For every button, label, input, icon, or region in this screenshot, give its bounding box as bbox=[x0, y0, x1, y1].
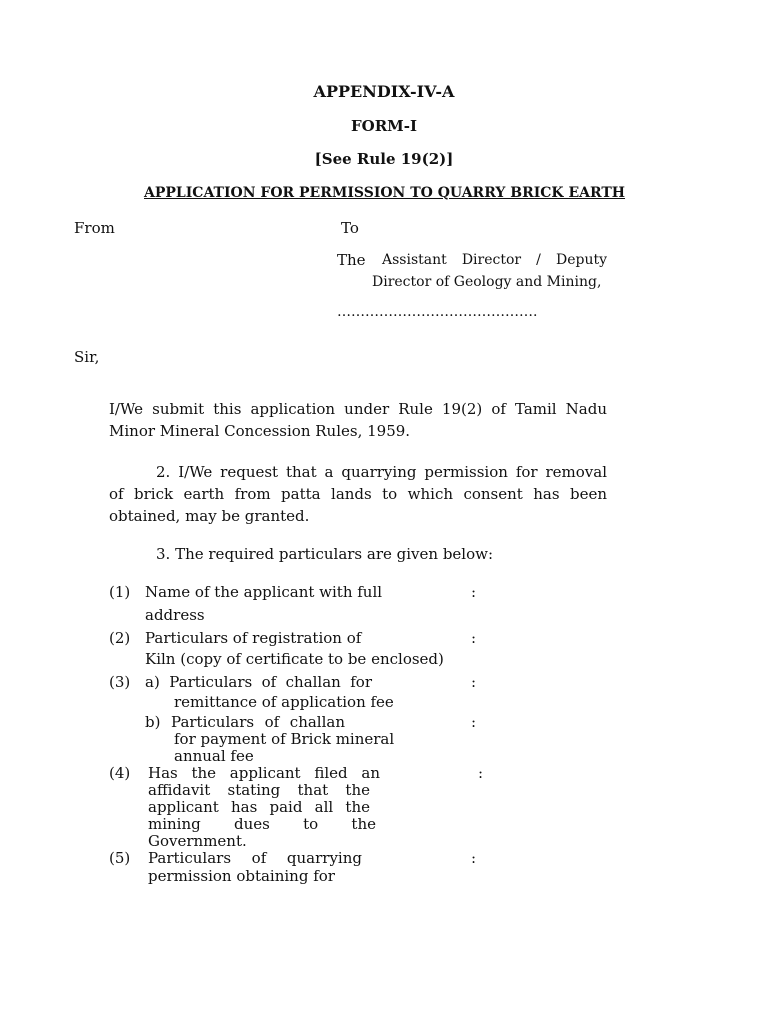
item-4-line-4: mining dues to the bbox=[148, 815, 376, 833]
item-5-line-2: permission obtaining for bbox=[148, 867, 335, 885]
item-2-line-2: Kiln (copy of certificate to be enclosed) bbox=[145, 650, 444, 668]
item-3a-line-1: a) Particulars of challan for bbox=[145, 673, 372, 691]
item-4-line-2: affidavit stating that the bbox=[148, 781, 370, 799]
item-4-line-5: Government. bbox=[148, 832, 247, 850]
item-5-number: (5) bbox=[109, 849, 131, 867]
application-title: APPLICATION FOR PERMISSION TO QUARRY BRICK EARTH bbox=[144, 185, 626, 201]
item-4-colon: : bbox=[478, 764, 484, 782]
appendix-heading: APPENDIX-IV-A bbox=[313, 82, 455, 101]
item-1-line-2: address bbox=[145, 606, 205, 624]
item-1-line-1: Name of the applicant with full bbox=[145, 583, 383, 601]
the-label: The bbox=[337, 251, 366, 269]
paragraph-2-line-1: 2. I/We request that a quarrying permission for removal bbox=[156, 463, 607, 481]
item-4-line-1: Has the applicant filed an bbox=[148, 764, 380, 782]
item-2-colon: : bbox=[471, 629, 477, 647]
recipient-line-2: Director of Geology and Mining, bbox=[372, 274, 602, 290]
item-3b-colon: : bbox=[471, 713, 477, 731]
rule-reference: [See Rule 19(2)] bbox=[314, 150, 454, 168]
item-5-line-1: Particulars of quarrying bbox=[148, 849, 362, 867]
item-3-number: (3) bbox=[109, 673, 131, 691]
paragraph-1-line-1: I/We submit this application under Rule 19(2) of Tamil Nadu bbox=[109, 400, 607, 418]
item-3b-line-3: annual fee bbox=[174, 747, 254, 765]
item-5-colon: : bbox=[471, 849, 477, 867]
paragraph-2-line-3: obtained, may be granted. bbox=[109, 507, 310, 525]
item-3b-line-1: b) Particulars of challan bbox=[145, 713, 345, 731]
item-2-line-1: Particulars of registration of bbox=[145, 629, 362, 647]
item-1-number: (1) bbox=[109, 583, 131, 601]
item-3a-line-2: remittance of application fee bbox=[174, 693, 394, 711]
paragraph-3: 3. The required particulars are given below: bbox=[156, 545, 494, 563]
salutation: Sir, bbox=[74, 348, 100, 366]
paragraph-1-line-2: Minor Mineral Concession Rules, 1959. bbox=[109, 422, 411, 440]
recipient-line-1: Assistant Director / Deputy bbox=[382, 252, 607, 268]
paragraph-2-line-2: of brick earth from patta lands to which consent has been bbox=[109, 485, 607, 503]
item-3a-colon: : bbox=[471, 673, 477, 691]
item-1-colon: : bbox=[471, 583, 477, 601]
form-heading: FORM-I bbox=[350, 117, 418, 135]
recipient-dots: ……………………………………. bbox=[337, 304, 538, 320]
item-3b-line-2: for payment of Brick mineral bbox=[174, 730, 395, 748]
to-label: To bbox=[341, 219, 359, 237]
item-4-line-3: applicant has paid all the bbox=[148, 798, 370, 816]
from-label: From bbox=[74, 219, 115, 237]
item-2-number: (2) bbox=[109, 629, 131, 647]
item-4-number: (4) bbox=[109, 764, 131, 782]
